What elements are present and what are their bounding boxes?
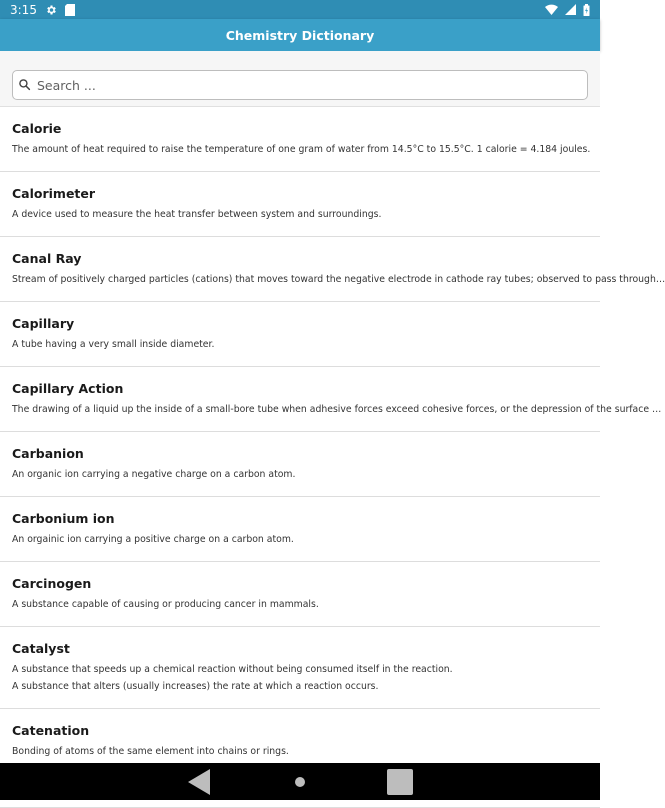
search-bar[interactable] bbox=[12, 70, 588, 100]
dictionary-list[interactable] bbox=[0, 107, 665, 763]
term-definition: A device used to measure the heat transfer between system and surroundings. bbox=[12, 209, 382, 220]
list-item[interactable] bbox=[0, 172, 600, 237]
list-item[interactable] bbox=[0, 497, 600, 562]
app-bar bbox=[0, 19, 600, 51]
term-definition: The drawing of a liquid up the inside of a small-bore tube when adhesive forces exceed cohesive forces, or the depression of the surface … bbox=[12, 404, 662, 415]
term-definition: The amount of heat required to raise the temperature of one gram of water from 14.5°C to 15.5°C. 1 calorie = 4.184 joules. bbox=[12, 144, 591, 155]
term-title: Carbonium ion bbox=[12, 511, 115, 526]
term-title: Catalyst bbox=[12, 641, 70, 656]
term-title: Capillary bbox=[12, 316, 75, 331]
term-definition: An orgainic ion carrying a positive charge on a carbon atom. bbox=[12, 534, 294, 545]
search-icon bbox=[18, 76, 31, 95]
term-title: Calorie bbox=[12, 121, 62, 136]
list-item[interactable] bbox=[0, 562, 600, 627]
list-item[interactable] bbox=[0, 237, 665, 302]
term-definition: A substance that speeds up a chemical reaction without being consumed itself in the reaction. bbox=[12, 664, 453, 675]
signal-icon bbox=[565, 4, 576, 15]
term-title: Carbanion bbox=[12, 446, 84, 461]
list-item[interactable] bbox=[0, 302, 600, 367]
status-bar bbox=[0, 0, 600, 19]
app-title: Chemistry Dictionary bbox=[225, 27, 375, 43]
term-definition: A substance capable of causing or producing cancer in mammals. bbox=[12, 599, 319, 610]
list-item[interactable] bbox=[0, 367, 662, 432]
home-button[interactable] bbox=[294, 763, 306, 800]
term-definition: An organic ion carrying a negative charge on a carbon atom. bbox=[12, 469, 296, 480]
term-definition: A tube having a very small inside diameter. bbox=[12, 339, 215, 350]
list-item[interactable] bbox=[0, 627, 600, 709]
battery-icon bbox=[583, 4, 590, 16]
search-area bbox=[0, 51, 600, 107]
settings-icon bbox=[45, 4, 57, 16]
list-item[interactable] bbox=[0, 107, 600, 172]
term-definition: Stream of positively charged particles (cations) that moves toward the negative electrode in cathode ray tubes; observed to pass through… bbox=[12, 274, 665, 285]
search-input[interactable] bbox=[31, 71, 587, 99]
term-title: Catenation bbox=[12, 723, 90, 738]
recents-button[interactable] bbox=[387, 763, 413, 800]
term-title: Calorimeter bbox=[12, 186, 96, 201]
term-definition: Bonding of atoms of the same element into chains or rings. bbox=[12, 746, 289, 757]
term-title: Carcinogen bbox=[12, 576, 92, 591]
back-button[interactable] bbox=[186, 763, 212, 800]
term-definition: A substance that alters (usually increases) the rate at which a reaction occurs. bbox=[12, 681, 379, 692]
navigation-bar bbox=[0, 763, 600, 800]
term-title: Capillary Action bbox=[12, 381, 124, 396]
sd-card-icon bbox=[65, 4, 75, 16]
wifi-icon bbox=[545, 4, 558, 15]
status-time: 3:15 bbox=[10, 2, 37, 17]
term-title: Canal Ray bbox=[12, 251, 82, 266]
list-item[interactable] bbox=[0, 432, 600, 497]
